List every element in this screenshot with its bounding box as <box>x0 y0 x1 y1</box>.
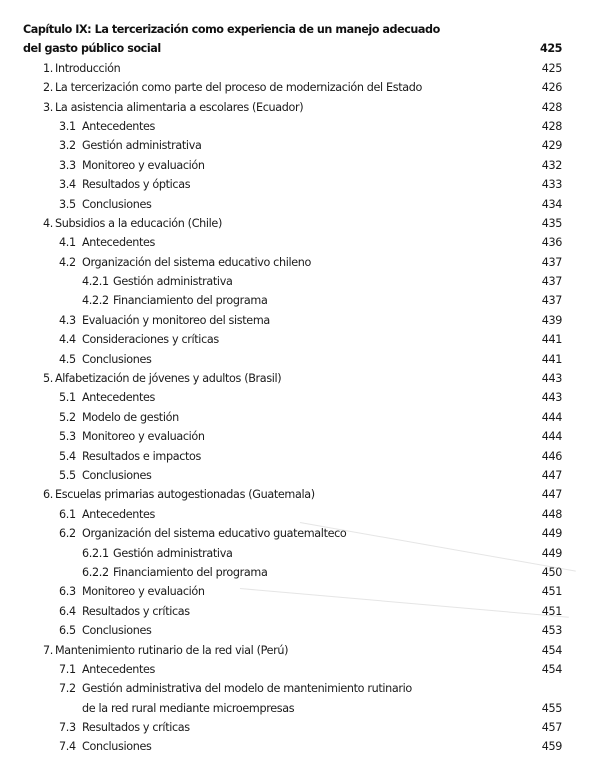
chapter-title: Capítulo IX: La tercerización como experiencia de un manejo adecuado <box>23 23 440 36</box>
entry-page: 441 <box>541 333 562 347</box>
entry-number: 4.5 <box>59 352 76 366</box>
toc-entry <box>0 330 600 349</box>
entry-number: 5.3 <box>59 430 76 444</box>
entry-number: 7. <box>43 643 53 657</box>
chapter-title-line-2 <box>0 39 600 58</box>
entry-page: 425 <box>541 61 562 75</box>
toc-entry <box>0 466 600 485</box>
entry-title: Subsidios a la educación (Chile) <box>55 216 222 230</box>
entry-title: Resultados y críticas <box>82 721 190 735</box>
entry-page: 449 <box>541 546 562 560</box>
toc-entry <box>0 485 600 504</box>
entry-title: Alfabetización de jóvenes y adultos (Brasil) <box>55 372 282 386</box>
entry-number: 7.4 <box>59 740 76 754</box>
toc-entry <box>0 253 600 272</box>
toc-entry <box>0 582 600 601</box>
entry-number: 5.1 <box>59 391 76 405</box>
entry-title: Gestión administrativa del modelo de mantenimiento rutinario <box>82 682 412 696</box>
entry-page: 459 <box>541 740 562 754</box>
table-of-contents <box>0 20 600 757</box>
chapter-page: 425 <box>539 42 562 56</box>
entry-title: Organización del sistema educativo guatemalteco <box>82 527 347 541</box>
entry-title-continuation: de la red rural mediante microempresas <box>82 701 295 715</box>
entry-number: 6.2 <box>59 527 76 541</box>
entry-number: 3.5 <box>59 197 76 211</box>
entry-title: Organización del sistema educativo chileno <box>82 255 312 269</box>
entry-number: 7.1 <box>59 662 76 676</box>
toc-entry <box>0 311 600 330</box>
toc-entry <box>0 350 600 369</box>
entry-page: 439 <box>541 313 562 327</box>
entry-title: Conclusiones <box>82 468 152 482</box>
toc-entry <box>0 195 600 214</box>
entry-page: 447 <box>541 468 562 482</box>
entry-page: 429 <box>541 139 562 153</box>
entry-page: 443 <box>541 391 562 405</box>
entry-title: Antecedentes <box>82 119 156 133</box>
entry-page: 432 <box>541 158 562 172</box>
entry-page: 443 <box>541 372 562 386</box>
toc-entry <box>0 408 600 427</box>
entry-title: Financiamiento del programa <box>113 294 268 308</box>
entry-title: Resultados y ópticas <box>82 178 191 192</box>
entry-number: 4. <box>43 216 53 230</box>
entry-title: Antecedentes <box>82 391 156 405</box>
entry-number: 4.3 <box>59 313 76 327</box>
entry-page: 451 <box>541 604 562 618</box>
entry-page: 437 <box>541 275 562 289</box>
entry-page: 428 <box>541 100 562 114</box>
entry-page: 457 <box>541 721 562 735</box>
entry-title: Conclusiones <box>82 740 152 754</box>
toc-entry <box>0 737 600 756</box>
entry-title: La asistencia alimentaria a escolares (Ecuador) <box>55 100 304 114</box>
toc-entry <box>0 388 600 407</box>
entry-title: Conclusiones <box>82 352 152 366</box>
entry-title: Evaluación y monitoreo del sistema <box>82 313 270 327</box>
entry-title: Introducción <box>55 61 121 75</box>
entry-number: 2. <box>43 81 53 95</box>
entry-page: 446 <box>541 449 562 463</box>
toc-entry <box>0 98 600 117</box>
toc-entry <box>0 641 600 660</box>
entry-number: 6.3 <box>59 585 76 599</box>
entry-title: Antecedentes <box>82 507 156 521</box>
entry-number: 3.1 <box>59 119 76 133</box>
toc-entries <box>0 59 600 757</box>
entry-page: 437 <box>541 255 562 269</box>
toc-entry-continuation <box>0 699 600 718</box>
entry-title: Conclusiones <box>82 197 152 211</box>
entry-title: Resultados e impactos <box>82 449 202 463</box>
entry-title: Consideraciones y críticas <box>82 333 219 347</box>
entry-number: 1. <box>43 61 53 75</box>
toc-entry <box>0 59 600 78</box>
entry-number: 4.2.2 <box>82 294 109 308</box>
entry-number: 4.2.1 <box>82 275 109 289</box>
entry-title: Monitoreo y evaluación <box>82 430 205 444</box>
entry-page: 428 <box>541 119 562 133</box>
chapter-title-continuation: del gasto público social <box>23 42 161 56</box>
toc-entry <box>0 78 600 97</box>
entry-page: 447 <box>541 488 562 502</box>
entry-number: 6.5 <box>59 624 76 638</box>
entry-title: Resultados y críticas <box>82 604 190 618</box>
entry-page: 435 <box>541 216 562 230</box>
entry-number: 5.5 <box>59 468 76 482</box>
toc-entry <box>0 214 600 233</box>
entry-number: 6.2.1 <box>82 546 109 560</box>
entry-number: 6.4 <box>59 604 76 618</box>
entry-number: 3.2 <box>59 139 76 153</box>
toc-entry <box>0 679 600 698</box>
toc-entry <box>0 156 600 175</box>
entry-number: 5.2 <box>59 410 76 424</box>
entry-number: 3. <box>43 100 53 114</box>
entry-title: Modelo de gestión <box>82 410 179 424</box>
entry-title: Gestión administrativa <box>82 139 202 153</box>
entry-page: 436 <box>541 236 562 250</box>
entry-title: Antecedentes <box>82 236 156 250</box>
entry-title: Gestión administrativa <box>113 546 233 560</box>
toc-entry <box>0 291 600 310</box>
entry-page: 449 <box>541 527 562 541</box>
entry-title: Conclusiones <box>82 624 152 638</box>
entry-page: 444 <box>541 430 562 444</box>
entry-title: Financiamiento del programa <box>113 565 268 579</box>
entry-number: 6.2.2 <box>82 565 109 579</box>
entry-title: Antecedentes <box>82 662 156 676</box>
entry-title: La tercerización como parte del proceso de modernización del Estado <box>55 81 423 95</box>
toc-entry <box>0 117 600 136</box>
entry-number: 6.1 <box>59 507 76 521</box>
toc-entry <box>0 621 600 640</box>
toc-entry <box>0 175 600 194</box>
entry-page: 454 <box>541 643 562 657</box>
entry-page: 454 <box>541 662 562 676</box>
entry-page: 441 <box>541 352 562 366</box>
toc-entry <box>0 718 600 737</box>
entry-page: 450 <box>541 565 562 579</box>
toc-entry <box>0 136 600 155</box>
entry-page: 455 <box>541 701 562 715</box>
toc-entry <box>0 272 600 291</box>
entry-title: Mantenimiento rutinario de la red vial (Perú) <box>55 643 289 657</box>
entry-number: 7.2 <box>59 682 76 696</box>
toc-entry <box>0 369 600 388</box>
entry-title: Monitoreo y evaluación <box>82 158 205 172</box>
entry-page: 444 <box>541 410 562 424</box>
chapter-title-line-1 <box>0 20 600 39</box>
entry-title: Gestión administrativa <box>113 275 233 289</box>
entry-number: 4.4 <box>59 333 76 347</box>
toc-entry <box>0 427 600 446</box>
entry-number: 3.3 <box>59 158 76 172</box>
toc-entry <box>0 660 600 679</box>
toc-entry <box>0 447 600 466</box>
entry-number: 6. <box>43 488 53 502</box>
entry-number: 7.3 <box>59 721 76 735</box>
entry-title: Monitoreo y evaluación <box>82 585 205 599</box>
entry-title: Escuelas primarias autogestionadas (Guatemala) <box>55 488 315 502</box>
entry-page: 451 <box>541 585 562 599</box>
toc-entry <box>0 233 600 252</box>
toc-entry <box>0 563 600 582</box>
entry-page: 453 <box>541 624 562 638</box>
entry-page: 426 <box>541 81 562 95</box>
entry-page: 437 <box>541 294 562 308</box>
entry-number: 3.4 <box>59 178 76 192</box>
entry-number: 5.4 <box>59 449 76 463</box>
entry-page: 434 <box>541 197 562 211</box>
entry-number: 4.1 <box>59 236 76 250</box>
entry-number: 5. <box>43 372 53 386</box>
entry-page: 433 <box>541 178 562 192</box>
entry-page: 448 <box>541 507 562 521</box>
toc-entry <box>0 524 600 543</box>
entry-number: 4.2 <box>59 255 76 269</box>
